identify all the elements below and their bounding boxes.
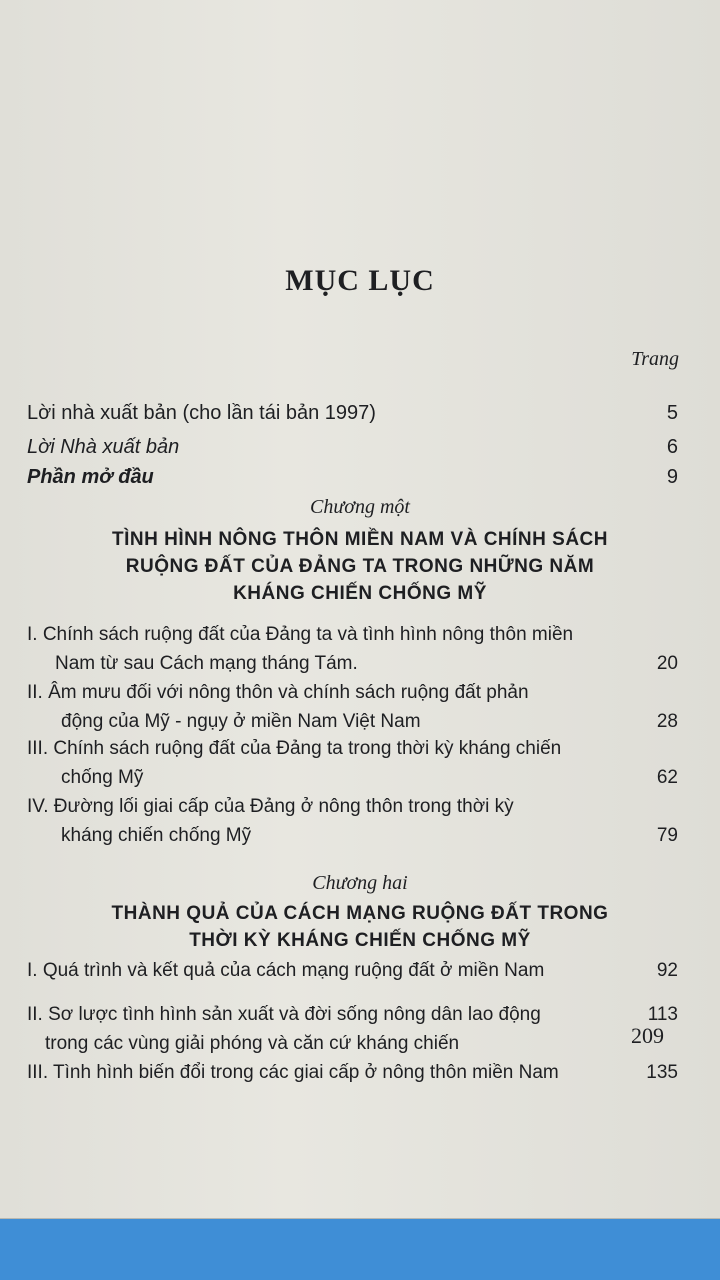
toc-entry: I. Chính sách ruộng đất của Đảng ta và tình hình nông thôn miền Nam từ sau Cách mạng tháng Tám. 20 <box>27 624 678 674</box>
front-matter-item: Lời Nhà xuất bản 6 <box>27 436 678 458</box>
chapter-label: Chương một <box>310 496 410 518</box>
chapter-heading: TÌNH HÌNH NÔNG THÔN MIỀN NAM VÀ CHÍNH SÁCH RUỘNG ĐẤT CỦA ĐẢNG TA TRONG NHỮNG NĂM KHÁNG CHIẾN CHỐNG MỸ <box>112 529 608 604</box>
toc-entry: III. Chính sách ruộng đất của Đảng ta trong thời kỳ kháng chiến chống Mỹ 62 <box>27 738 678 788</box>
toc-entry: II. Sơ lược tình hình sản xuất và đời sống nông dân lao động trong các vùng giải phóng và căn cứ kháng chiến 113 <box>27 1004 678 1054</box>
page-column-label: Trang <box>631 348 679 370</box>
toc-entry: I. Quá trình và kết quả của cách mạng ruộng đất ở miền Nam 92 <box>27 960 678 981</box>
toc-title: MỤC LỤC <box>285 264 435 297</box>
toc-entry: III. Tình hình biến đổi trong các giai cấp ở nông thôn miền Nam 135 <box>27 1062 678 1083</box>
toc-entry: IV. Đường lối giai cấp của Đảng ở nông thôn trong thời kỳ kháng chiến chống Mỹ 79 <box>27 796 678 846</box>
toc-entry: II. Âm mưu đối với nông thôn và chính sách ruộng đất phản động của Mỹ - ngụy ở miền Nam Việt Nam 28 <box>27 682 678 732</box>
chapter-heading: THÀNH QUẢ CỦA CÁCH MẠNG RUỘNG ĐẤT TRONG THỜI KỲ KHÁNG CHIẾN CHỐNG MỸ <box>111 903 609 951</box>
chapter-label: Chương hai <box>312 872 408 894</box>
front-matter-item: Lời nhà xuất bản (cho lần tái bản 1997) 5 <box>27 402 678 424</box>
front-matter-item: Phần mở đầu 9 <box>27 466 678 488</box>
page-number: 209 <box>631 1023 664 1048</box>
